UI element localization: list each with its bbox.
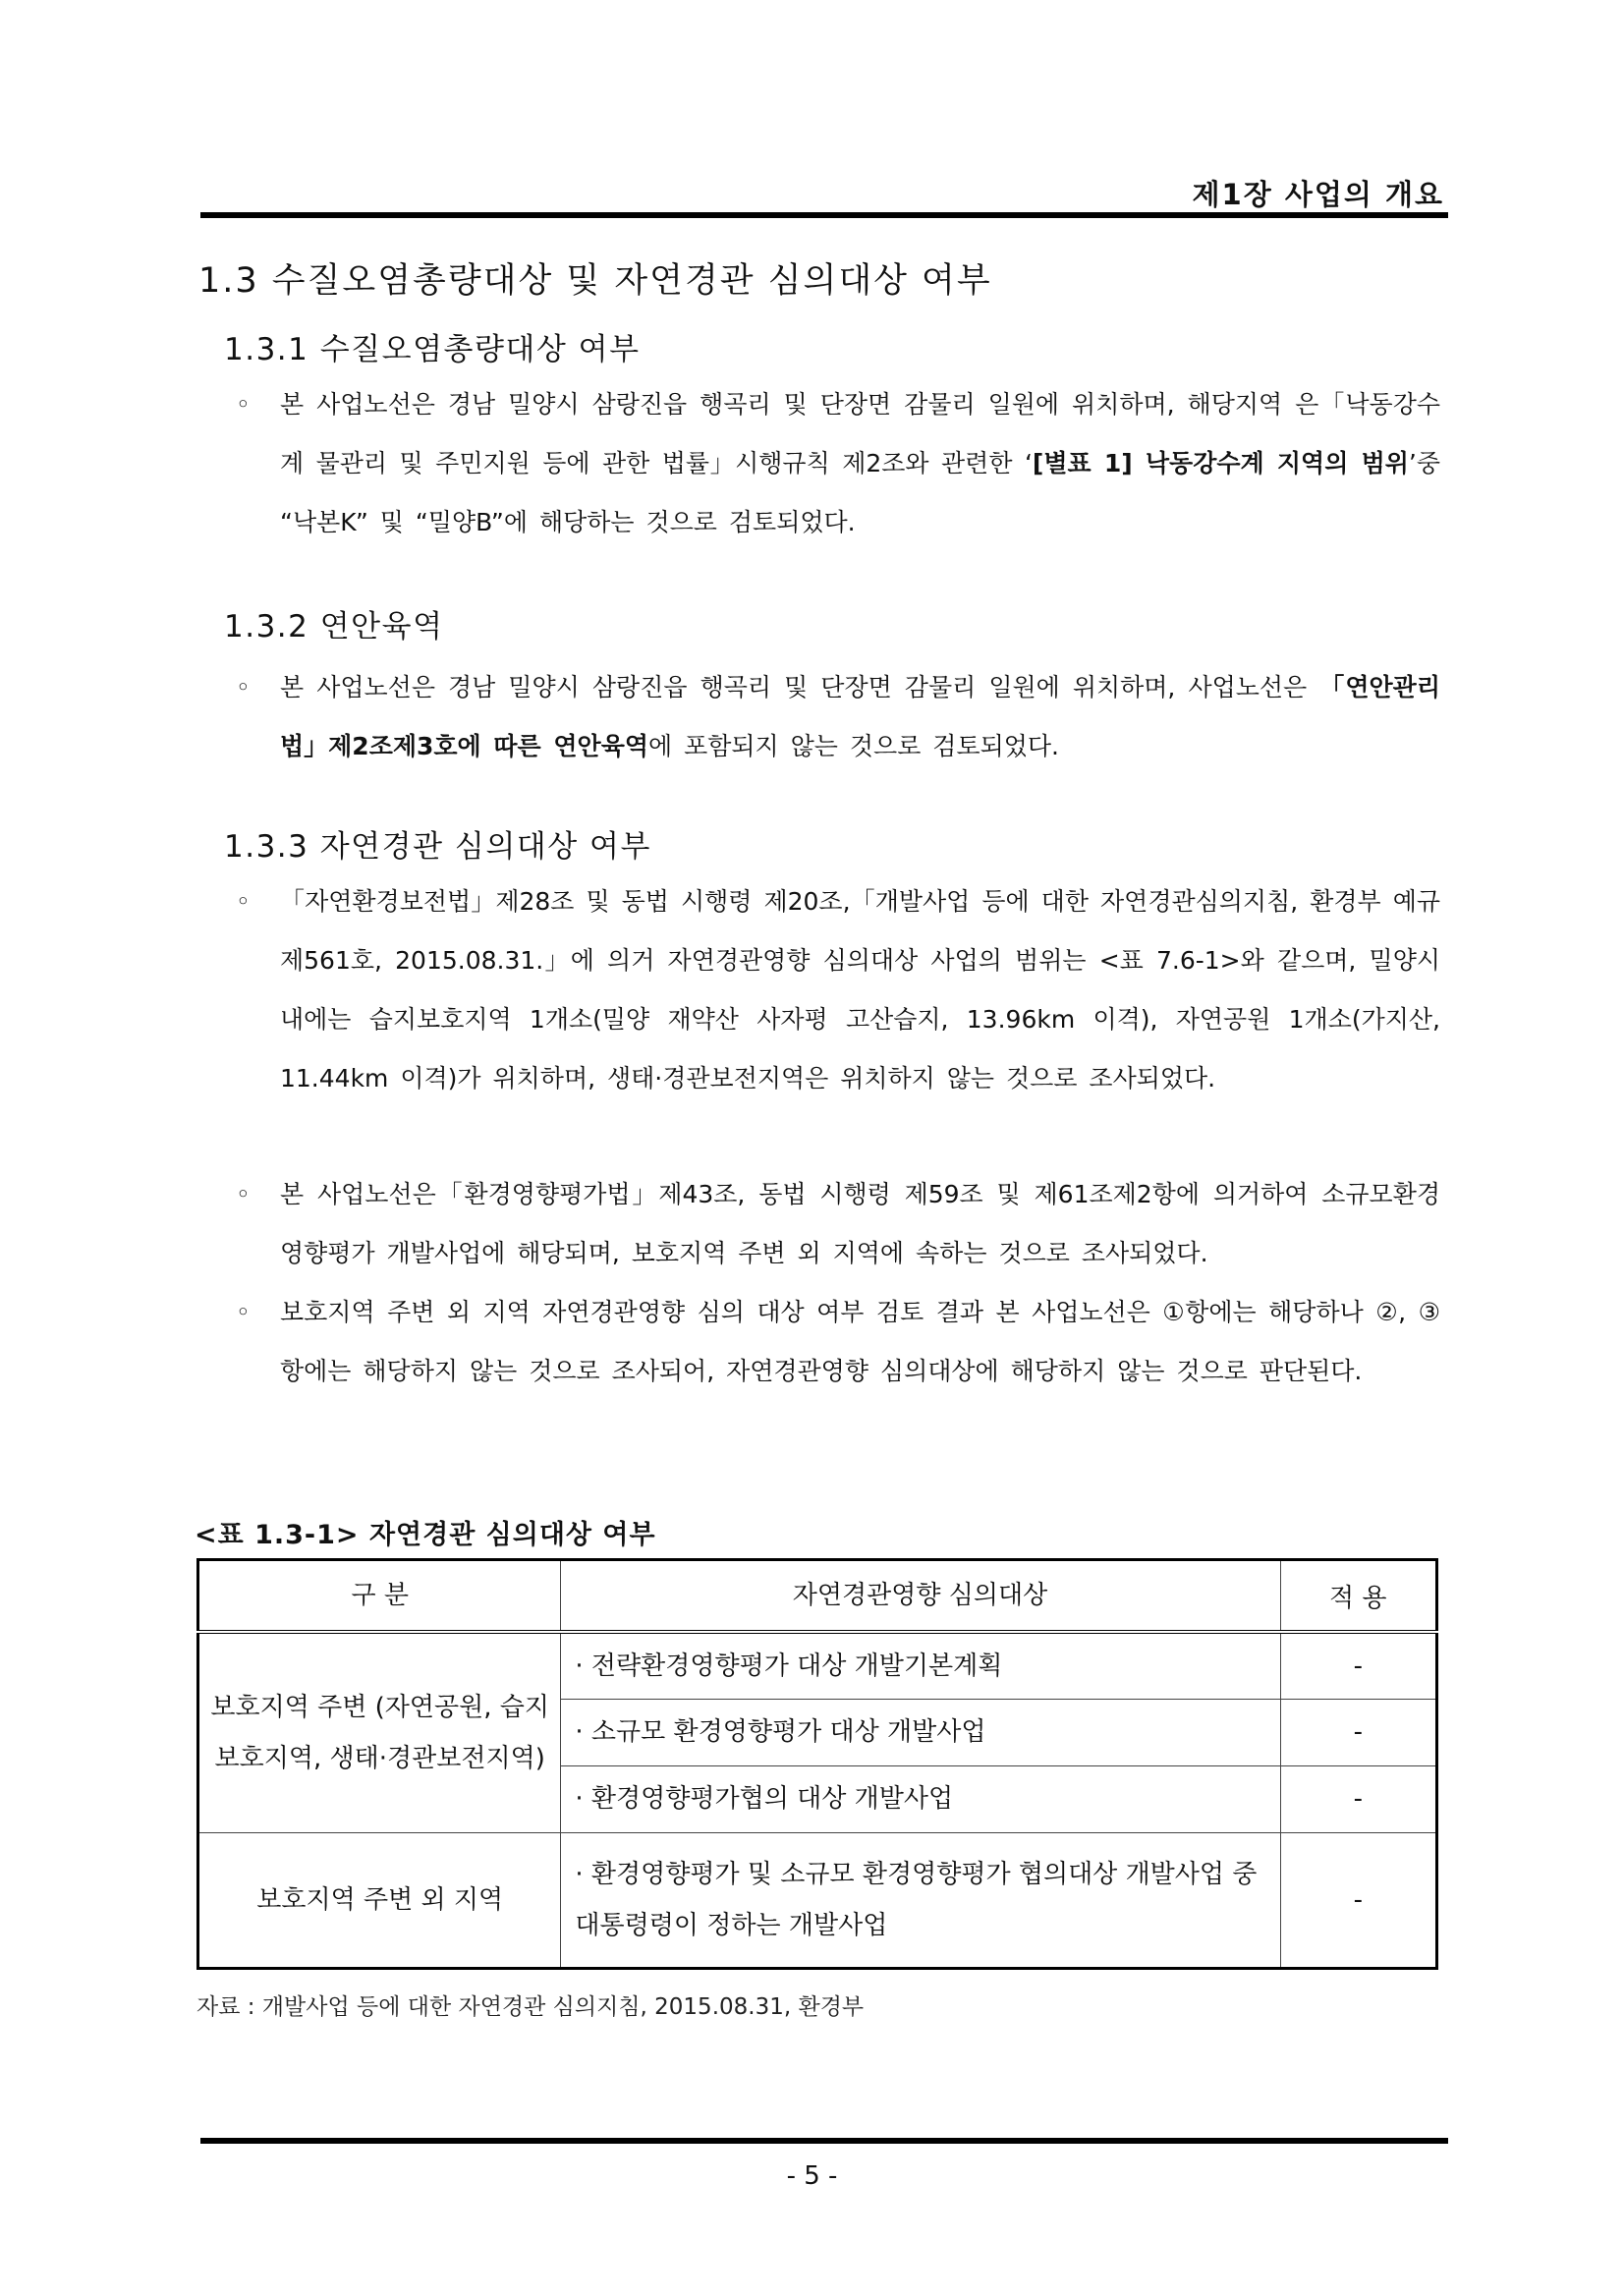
table-cell-item: · 환경영향평가협의 대상 개발사업 [561, 1765, 1280, 1832]
paragraph-1-3-1 [236, 375, 1440, 552]
header-rule [200, 212, 1448, 218]
table-row [198, 1632, 1437, 1699]
section-title: 1.3 수질오염총량대상 및 자연경관 심의대상 여부 [198, 261, 992, 301]
paragraph-body: 보호지역 주변 외 지역 자연경관영향 심의 대상 여부 검토 결과 본 사업노선은 ①항에는 해당하나 ②, ③항에는 해당하지 않는 것으로 조사되어, 자연경관영향 심의대상에 해당하지 않는 것으로 판단된다. [280, 1298, 1440, 1385]
table-caption: <표 1.3-1> 자연경관 심의대상 여부 [195, 1520, 656, 1550]
bullet-icon: ◦ [236, 390, 251, 419]
table-cell-item: · 환경영향평가 및 소규모 환경영향평가 협의대상 개발사업 중 대통령령이 정하는 개발사업 [561, 1832, 1280, 1968]
subsection-title-1: 1.3.1 수질오염총량대상 여부 [224, 332, 641, 367]
table-cell-apply: - [1280, 1832, 1436, 1968]
paragraph-body: 본 사업노선은 경남 밀양시 삼랑진읍 행곡리 및 단장면 감물리 일원에 위치하며, 해당지역 은「낙동강수계 물관리 및 주민지원 등에 관한 법률」시행규칙 제2조와 관련한 ‘[별표 1] 낙동강수계 지역의 범위’중 “낙본K” 및 “밀양B”에 해당하는 것으로 검토되었다. [280, 390, 1440, 536]
paragraph-1-3-3-b [236, 1165, 1440, 1283]
bullet-icon: ◦ [236, 887, 251, 916]
table-row [198, 1832, 1437, 1968]
header-apply: 적 용 [1280, 1560, 1436, 1633]
table-source: 자료 : 개발사업 등에 대한 자연경관 심의지침, 2015.08.31, 환경부 [196, 1994, 865, 2020]
paragraph-body: 「자연환경보전법」제28조 및 동법 시행령 제20조,「개발사업 등에 대한 자연경관심의지침, 환경부 예규 제561호, 2015.08.31.」에 의거 자연경관영향 심의대상 사업의 범위는 <표 7.6-1>와 같으며, 밀양시 내에는 습지보호지역 1개소(밀양 재약산 사자평 고산습지, 13.96km 이격), 자연공원 1개소(가지산, 11.44km 이격)가 위치하며, 생태·경관보전지역은 위치하지 않는 것으로 조사되었다. [280, 887, 1440, 1092]
paragraph-1-3-3-c [236, 1283, 1440, 1401]
table-cell-apply: - [1280, 1765, 1436, 1832]
subsection-title-3: 1.3.3 자연경관 심의대상 여부 [224, 829, 651, 865]
page-number: - 5 - [786, 2161, 838, 2191]
table-cell-apply: - [1280, 1699, 1436, 1765]
paragraph-1-3-3-a [236, 872, 1440, 1108]
bullet-icon: ◦ [236, 1298, 251, 1326]
group-label-protected-area: 보호지역 주변 (자연공원, 습지보호지역, 생태·경관보전지역) [198, 1632, 561, 1832]
chapter-header: 제1장 사업의 개요 [1192, 178, 1444, 211]
group-label-outside-area: 보호지역 주변 외 지역 [198, 1832, 561, 1968]
review-table [196, 1558, 1438, 1970]
paragraph-body: 본 사업노선은「환경영향평가법」제43조, 동법 시행령 제59조 및 제61조제2항에 의거하여 소규모환경영향평가 개발사업에 해당되며, 보호지역 주변 외 지역에 속하는 것으로 조사되었다. [280, 1180, 1440, 1267]
header-category: 구 분 [198, 1560, 561, 1633]
bullet-icon: ◦ [236, 673, 251, 701]
paragraph-1-3-2 [236, 658, 1440, 776]
table-cell-item: · 전략환경영향평가 대상 개발기본계획 [561, 1632, 1280, 1699]
header-target: 자연경관영향 심의대상 [561, 1560, 1280, 1633]
subsection-title-2: 1.3.2 연안육역 [224, 609, 444, 644]
table-header-row [198, 1560, 1437, 1633]
bullet-icon: ◦ [236, 1180, 251, 1208]
paragraph-body: 본 사업노선은 경남 밀양시 삼랑진읍 행곡리 및 단장면 감물리 일원에 위치하며, 사업노선은 「연안관리법」제2조제3호에 따른 연안육역에 포함되지 않는 것으로 검토되었다. [280, 673, 1440, 760]
footer-rule [200, 2138, 1448, 2144]
table-cell-apply: - [1280, 1632, 1436, 1699]
table-cell-item: · 소규모 환경영향평가 대상 개발사업 [561, 1699, 1280, 1765]
